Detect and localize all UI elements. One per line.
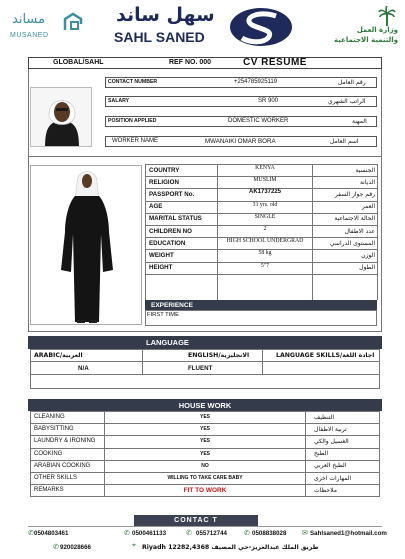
detail-row-line [145,274,377,275]
contact-header [134,515,258,526]
language-header [28,336,382,349]
hw-label-cooking: COOKING [34,450,63,457]
lang-col-skills: LANGUAGE SKILLS/اجادة اللغة [276,352,375,359]
full-body-photo [30,165,142,325]
hw-value-cleaning: YES [199,414,210,420]
lang-col-arabic: ARABIC/العربية [34,352,83,359]
musaned-logo-ar: مساند [12,12,45,27]
position-value: DOMESTIC WORKER [228,118,289,124]
language-header-text: LANGUAGE [146,338,189,347]
salary-ar: الراتب الشهري [328,98,366,105]
position-label: POSITION APPLIED [108,118,157,124]
detail-label-marital-status: MARITAL STATUS [149,215,202,223]
lang-divider-h1 [30,361,380,362]
detail-ar-religion: الديانة [359,178,375,186]
experience-header [145,300,377,310]
hw-ar-other-skills: المهارات اخرى [314,474,352,482]
contact-number-ar: رقم العامل [338,79,366,86]
housework-header [28,399,382,411]
musaned-logo [10,12,88,42]
detail-label-weight: WEIGHT [149,251,174,259]
detail-label-children-no: CHILDREN NO [149,227,192,235]
palm-tree-icon [378,6,396,26]
worker-name-value: MWANAIKI OMAR BORA [205,138,276,145]
contact-phone-1: 0504803461 [34,530,69,537]
detail-ar-marital-status: الحالة الاجتماعية [334,215,375,223]
portrait-photo [30,87,92,147]
details-top-line [145,164,377,165]
ministry-name-1: وزارة العمل [356,26,398,34]
hw-label-other-skills: OTHER SKILLS [34,475,78,482]
email-icon: ✉ [302,530,308,537]
hw-label-arabian-cooking: ARABIAN COOKING [34,462,91,469]
salary-value: SR 900 [258,98,279,104]
location-icon: ⌖ [132,542,136,549]
ministry-name-2: والتنمية الاجتماعية [333,36,398,44]
contact-phone-main: 920028666 [60,544,91,551]
detail-label-education: EDUCATION [149,239,186,247]
detail-value-height: 5"7 [260,262,270,269]
ministry-logo [326,6,402,48]
sahl-logo-ar: سهل ساند [116,4,215,26]
header [0,0,405,58]
worker-name-ar: اسم العامل [330,138,359,145]
detail-ar-age: العمر [361,203,375,211]
phone-icon-1: ✆ [28,530,34,537]
hw-label-laundry-ironing: LAUNDRY & IRONING [34,438,96,445]
sahl-swoosh-icon [228,6,294,48]
detail-value-passport-no: AK1737225 [248,189,282,196]
hw-ar-laundry-ironing: الغسيل والكي [314,437,349,445]
hw-value-laundry-ironing: YES [199,438,210,445]
phone-icon-4: ✆ [244,530,250,537]
hw-value-remarks: FIT TO WORK [183,487,227,495]
experience-box [145,310,377,326]
hw-value-cooking: YES [199,450,210,457]
salary-label: SALARY [108,98,130,104]
worker-name-label: WORKER NAME [112,138,159,144]
position-ar: المهنة [352,118,367,125]
hw-value-arabian-cooking: NO [201,462,209,469]
lang-value-english: FLUENT [188,365,213,372]
contact-header-text: CONTAC T [174,517,218,524]
detail-value-age: 31 yrs. old [252,201,278,208]
musaned-mark-icon [62,12,84,32]
contact-phone-2: 0500461133 [132,530,167,537]
hw-label-babysitting: BABYSITTING [34,426,74,433]
detail-value-children-no: 2 [263,226,267,232]
detail-ar-weight: الوزن [361,251,375,259]
lang-col-english: ENGLISH/الانجليزية [188,352,250,359]
full-body-figure-icon [31,166,142,325]
details-divider-v2 [217,164,218,300]
hw-label-cleaning: CLEANING [34,414,65,421]
hw-value-babysitting: YES [199,426,210,433]
phone-icon-3: ✆ [186,530,192,537]
title-bar [28,57,382,69]
detail-value-weight: 58 kg [258,250,272,257]
experience-header-text: EXPERIENCE [151,301,193,309]
sahl-logo [110,4,220,48]
detail-value-marital-status: SINGLE [254,213,276,220]
contact-phone-3: 055712744 [196,530,227,537]
phone-icon-2: ✆ [124,530,130,537]
detail-ar-country: الجنسية [355,166,375,174]
hw-ar-cooking: الطبخ [314,450,329,458]
detail-label-age: AGE [149,203,163,211]
sahl-logo-en: SAHL SANED [114,29,205,45]
detail-ar-children-no: عدد الاطفال [344,227,375,235]
detail-label-country: COUNTRY [149,166,180,174]
hw-ar-remarks: ملاحظات [314,486,337,494]
musaned-logo-en: MUSANED [10,32,49,39]
detail-ar-height: الطول [359,264,375,272]
lang-divider-h2 [30,374,380,375]
phone-icon-5: ✆ [53,544,59,551]
detail-label-height: HEIGHT [149,264,173,272]
contact-email[interactable]: Sahlsaned1@hotmail.com [310,530,387,537]
hw-label-remarks: REMARKS [34,487,64,494]
details-right-line [377,164,378,300]
portrait-figure-icon [31,88,92,147]
ref-number: REF NO. 000 [169,59,212,66]
page-title: CV RESUME [243,57,307,68]
detail-value-country: KENYA [255,165,275,171]
contact-number-value: +254785925119 [234,79,278,85]
hw-value-other-skills: WILLING TO TAKE CARE BABY [167,475,243,481]
detail-value-education: HIGH SCHOOL UNDERGRAD [226,238,304,245]
detail-label-passport-no: PASSPORT No. [149,190,195,198]
contact-address: Riyadh 12282,4368 طريق الملك عبدالعزيز-حي المصيف [142,544,319,551]
lang-divider-v2 [262,349,263,375]
detail-ar-education: المستوى الدراسي [329,239,375,247]
hw-ar-cleaning: التنظيف [314,413,335,421]
hw-ar-arabian-cooking: الطبخ العربي [314,462,347,470]
detail-label-religion: RELIGION [149,178,179,186]
contact-phone-4: 0508838028 [252,530,287,537]
lang-divider-v1 [142,349,143,375]
hw-ar-babysitting: تربية الاطفال [314,425,347,433]
detail-ar-passport-no: رقم جواز السفر [334,190,375,198]
contact-number-label: CONTACT NUMBER [108,79,158,85]
experience-value: FIRST TIME [147,312,179,318]
housework-header-text: HOUSE WORK [178,400,232,410]
agency-label: GLOBAL/SAHL [53,59,104,66]
lang-value-arabic: N/A [78,365,89,372]
detail-value-religion: MUSLIM [253,177,277,184]
